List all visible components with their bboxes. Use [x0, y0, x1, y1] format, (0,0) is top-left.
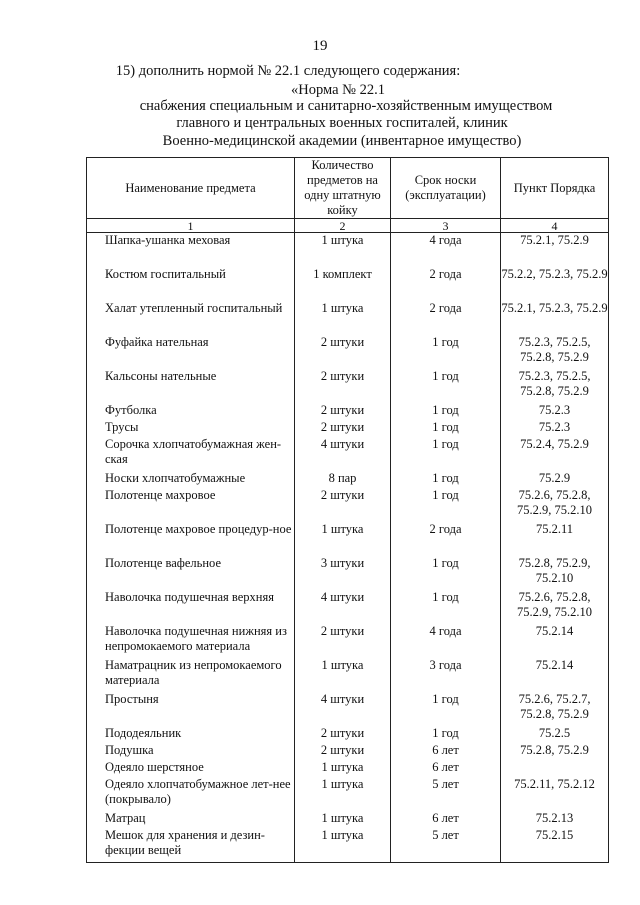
item-quantity: 2 штуки — [295, 403, 391, 420]
table-row — [87, 624, 609, 658]
item-service-life: 1 год — [391, 437, 501, 471]
item-clause: 75.2.6, 75.2.8, 75.2.9, 75.2.10 — [501, 488, 609, 522]
item-clause: 75.2.13 — [501, 811, 609, 828]
item-clause: 75.2.8, 75.2.9, 75.2.10 — [501, 556, 609, 590]
item-service-life: 1 год — [391, 335, 501, 369]
item-quantity: 2 штуки — [295, 335, 391, 369]
item-name: Наволочка подушечная нижняя из непромокаемого материала — [87, 624, 295, 658]
table-header-row — [87, 158, 609, 219]
table-row — [87, 301, 609, 335]
item-service-life: 2 года — [391, 267, 501, 301]
item-clause: 75.2.14 — [501, 658, 609, 692]
item-name: Носки хлопчатобумажные — [87, 471, 295, 488]
item-service-life: 1 год — [391, 471, 501, 488]
column-number-row — [87, 219, 609, 233]
item-service-life: 6 лет — [391, 760, 501, 777]
norm-subtitle-line3: Военно-медицинской академии (инвентарное имущество) — [162, 133, 522, 149]
table-row — [87, 420, 609, 437]
table-row — [87, 233, 609, 268]
item-name: Фуфайка нательная — [87, 335, 295, 369]
item-name: Одеяло хлопчатобумажное лет-нее (покрывало) — [87, 777, 295, 811]
item-clause: 75.2.2, 75.2.3, 75.2.9 — [501, 267, 609, 301]
item-name: Пододеяльник — [87, 726, 295, 743]
table-row — [87, 437, 609, 471]
item-name: Полотенце махровое — [87, 488, 295, 522]
item-name: Наволочка подушечная верхняя — [87, 590, 295, 624]
item-quantity: 1 комплект — [295, 267, 391, 301]
norm-table — [86, 157, 608, 863]
item-quantity: 2 штуки — [295, 743, 391, 760]
header-item-name: Наименование предмета — [87, 158, 295, 219]
item-service-life: 6 лет — [391, 743, 501, 760]
item-quantity: 1 штука — [295, 233, 391, 268]
item-clause: 75.2.3 — [501, 403, 609, 420]
item-quantity: 1 штука — [295, 777, 391, 811]
item-clause: 75.2.3, 75.2.5, 75.2.8, 75.2.9 — [501, 335, 609, 369]
item-clause: 75.2.1, 75.2.3, 75.2.9 — [501, 301, 609, 335]
item-name: Шапка-ушанка меховая — [87, 233, 295, 268]
item-service-life: 1 год — [391, 488, 501, 522]
item-clause: 75.2.9 — [501, 471, 609, 488]
item-name: Простыня — [87, 692, 295, 726]
item-service-life: 1 год — [391, 369, 501, 403]
item-name: Халат утепленный госпитальный — [87, 301, 295, 335]
item-clause: 75.2.8, 75.2.9 — [501, 743, 609, 760]
item-name: Матрац — [87, 811, 295, 828]
norm-title: «Норма № 22.1 — [291, 82, 385, 98]
item-clause: 75.2.11, 75.2.12 — [501, 777, 609, 811]
item-name: Сорочка хлопчатобумажная жен-ская — [87, 437, 295, 471]
item-service-life: 2 года — [391, 522, 501, 556]
header-clause: Пункт Порядка — [501, 158, 609, 219]
item-service-life: 1 год — [391, 556, 501, 590]
item-quantity: 1 штука — [295, 522, 391, 556]
item-clause: 75.2.6, 75.2.7, 75.2.8, 75.2.9 — [501, 692, 609, 726]
item-quantity: 2 штуки — [295, 726, 391, 743]
column-number: 3 — [391, 219, 501, 233]
item-name: Футболка — [87, 403, 295, 420]
item-clause: 75.2.3, 75.2.5, 75.2.8, 75.2.9 — [501, 369, 609, 403]
column-number: 2 — [295, 219, 391, 233]
table-row — [87, 267, 609, 301]
item-name: Подушка — [87, 743, 295, 760]
table-row — [87, 726, 609, 743]
item-service-life: 6 лет — [391, 811, 501, 828]
item-quantity: 4 штуки — [295, 590, 391, 624]
item-name: Трусы — [87, 420, 295, 437]
table-row — [87, 743, 609, 760]
item-quantity: 2 штуки — [295, 369, 391, 403]
item-quantity: 1 штука — [295, 828, 391, 863]
item-service-life: 3 года — [391, 658, 501, 692]
item-quantity: 1 штука — [295, 301, 391, 335]
table-row — [87, 335, 609, 369]
item-clause: 75.2.14 — [501, 624, 609, 658]
item-quantity: 1 штука — [295, 658, 391, 692]
item-clause: 75.2.15 — [501, 828, 609, 863]
table-row — [87, 811, 609, 828]
item-quantity: 1 штука — [295, 811, 391, 828]
item-service-life: 1 год — [391, 403, 501, 420]
item-service-life: 2 года — [391, 301, 501, 335]
table-row — [87, 369, 609, 403]
item-clause: 75.2.4, 75.2.9 — [501, 437, 609, 471]
page-number: 19 — [312, 38, 328, 54]
norm-subtitle-line2: главного и центральных военных госпиталей, клиник — [176, 115, 508, 131]
item-quantity: 2 штуки — [295, 488, 391, 522]
item-clause: 75.2.11 — [501, 522, 609, 556]
item-name: Костюм госпитальный — [87, 267, 295, 301]
item-clause: 75.2.1, 75.2.9 — [501, 233, 609, 268]
item-name: Наматрацник из непромокаемого материала — [87, 658, 295, 692]
item-quantity: 2 штуки — [295, 420, 391, 437]
table-row — [87, 403, 609, 420]
table-row — [87, 692, 609, 726]
table-row — [87, 760, 609, 777]
header-quantity: Количество предметов на одну штатную койку — [295, 158, 391, 219]
table-row — [87, 658, 609, 692]
item-service-life: 1 год — [391, 420, 501, 437]
item-clause — [501, 760, 609, 777]
item-service-life: 1 год — [391, 692, 501, 726]
item-service-life: 1 год — [391, 590, 501, 624]
item-name: Мешок для хранения и дезин-фекции вещей — [87, 828, 295, 863]
amendment-intro: 15) дополнить нормой № 22.1 следующего содержания: — [115, 63, 461, 79]
item-quantity: 8 пар — [295, 471, 391, 488]
item-name: Полотенце махровое процедур-ное — [87, 522, 295, 556]
table-row — [87, 556, 609, 590]
table-row — [87, 471, 609, 488]
item-service-life: 5 лет — [391, 777, 501, 811]
item-name: Полотенце вафельное — [87, 556, 295, 590]
item-quantity: 1 штука — [295, 760, 391, 777]
item-quantity: 4 штуки — [295, 692, 391, 726]
norm-subtitle-line1: снабжения специальным и санитарно-хозяйственным имуществом — [139, 98, 553, 114]
header-service-life: Срок носки (эксплуатации) — [391, 158, 501, 219]
item-clause: 75.2.5 — [501, 726, 609, 743]
item-service-life: 5 лет — [391, 828, 501, 863]
item-quantity: 3 штуки — [295, 556, 391, 590]
table-row — [87, 522, 609, 556]
table-row — [87, 488, 609, 522]
column-number: 1 — [87, 219, 295, 233]
table-row — [87, 777, 609, 811]
item-quantity: 4 штуки — [295, 437, 391, 471]
table-row — [87, 828, 609, 863]
item-clause: 75.2.6, 75.2.8, 75.2.9, 75.2.10 — [501, 590, 609, 624]
item-name: Кальсоны нательные — [87, 369, 295, 403]
item-service-life: 4 года — [391, 624, 501, 658]
item-quantity: 2 штуки — [295, 624, 391, 658]
table-body — [87, 233, 609, 863]
item-clause: 75.2.3 — [501, 420, 609, 437]
column-number: 4 — [501, 219, 609, 233]
item-name: Одеяло шерстяное — [87, 760, 295, 777]
table-row — [87, 590, 609, 624]
item-service-life: 4 года — [391, 233, 501, 268]
item-service-life: 1 год — [391, 726, 501, 743]
